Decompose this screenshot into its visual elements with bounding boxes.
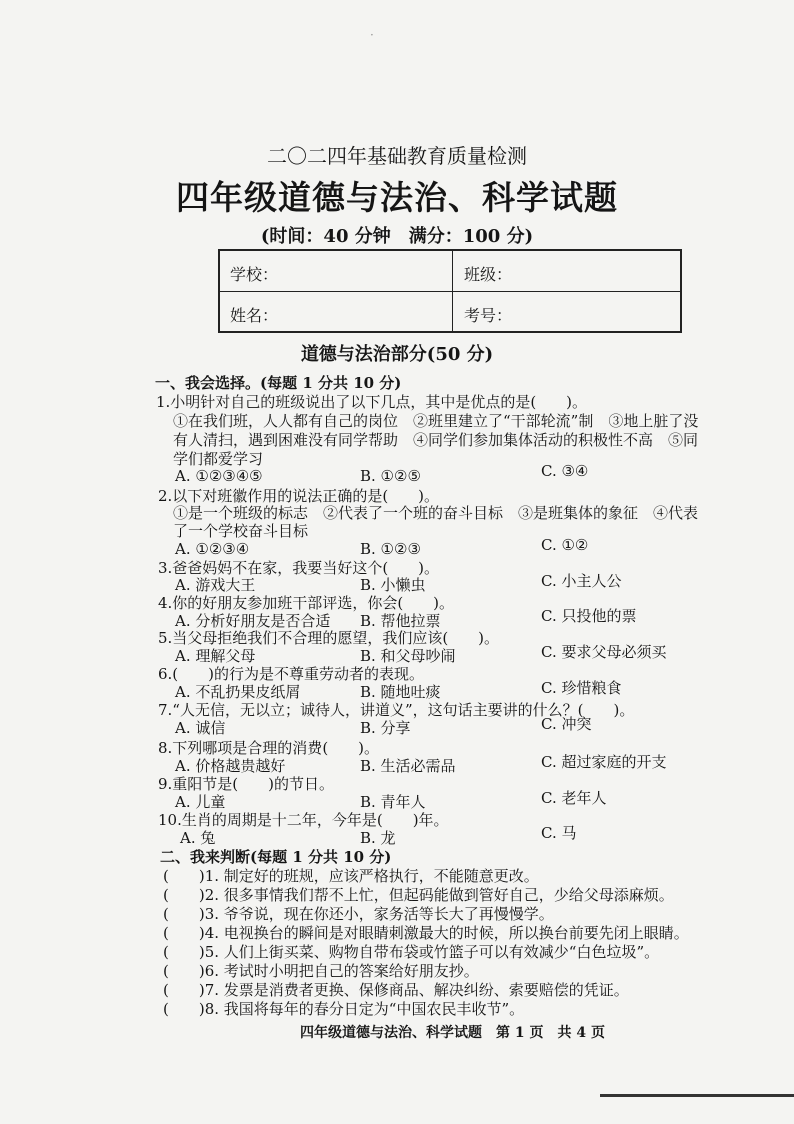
student-info-table bbox=[218, 249, 682, 333]
question-9-text: 9.重阳节是( )的节日。 bbox=[158, 775, 335, 793]
part1-heading: 一、我会选择。(每题 1 分共 10 分) bbox=[155, 374, 402, 392]
name-field[interactable]: 姓名： bbox=[230, 306, 279, 325]
exam-subtitle: 二〇二四年基础教育质量检测 bbox=[267, 144, 527, 168]
question-5-option-b[interactable]: B. 和父母吵闹 bbox=[360, 647, 456, 665]
question-1-option-c[interactable]: C. ③④ bbox=[541, 462, 589, 480]
judgment-item-1[interactable]: ( )1. 制定好的班规，应该严格执行，不能随意更改。 bbox=[163, 867, 539, 885]
bottom-edge-rule bbox=[600, 1094, 794, 1097]
judgment-item-6[interactable]: ( )6. 考试时小明把自己的答案给好朋友抄。 bbox=[163, 962, 479, 980]
question-1-line-3: 有人清扫，遇到困难没有同学帮助 ④同学们参加集体活动的积极性不高 ⑤同 bbox=[173, 431, 699, 449]
question-2-line-1: 2.以下对班徽作用的说法正确的是( )。 bbox=[158, 487, 440, 505]
judgment-item-2[interactable]: ( )2. 很多事情我们帮不上忙，但起码能做到管好自己，少给父母添麻烦。 bbox=[163, 886, 674, 904]
question-4-option-a[interactable]: A. 分析好朋友是否合适 bbox=[175, 612, 331, 630]
question-9-option-a[interactable]: A. 儿童 bbox=[175, 793, 226, 811]
question-4-option-c[interactable]: C. 只投他的票 bbox=[541, 607, 637, 625]
judgment-item-5[interactable]: ( )5. 人们上街买菜、购物自带布袋或竹篮子可以有效减少“白色垃圾”。 bbox=[163, 943, 660, 961]
question-10-text: 10.生肖的周期是十二年，今年是( )年。 bbox=[158, 811, 449, 829]
question-9-option-b[interactable]: B. 青年人 bbox=[360, 793, 426, 811]
question-2-line-3: 了一个学校奋斗目标 bbox=[173, 522, 309, 540]
question-6-option-c[interactable]: C. 珍惜粮食 bbox=[541, 679, 622, 697]
question-10-option-a[interactable]: A. 兔 bbox=[180, 829, 216, 847]
question-1-line-1: 1.小明针对自己的班级说出了以下几点，其中是优点的是( )。 bbox=[156, 393, 588, 411]
question-3-text: 3.爸爸妈妈不在家，我要当好这个( )。 bbox=[158, 559, 440, 577]
section-title: 道德与法治部分(50 分) bbox=[300, 344, 494, 365]
exam-title: 四年级道德与法治、科学试题 bbox=[176, 178, 618, 217]
judgment-item-8[interactable]: ( )8. 我国将每年的春分日定为“中国农民丰收节”。 bbox=[163, 1000, 525, 1018]
question-6-option-a[interactable]: A. 不乱扔果皮纸屑 bbox=[175, 683, 301, 701]
time-and-score: (时间：40 分钟 满分：100 分) bbox=[260, 226, 534, 247]
question-1-option-b[interactable]: B. ①②⑤ bbox=[360, 467, 421, 485]
judgment-item-7[interactable]: ( )7. 发票是消费者更换、保修商品、解决纠纷、索要赔偿的凭证。 bbox=[163, 981, 629, 999]
page-footer: 四年级道德与法治、科学试题 第 1 页 共 4 页 bbox=[300, 1025, 605, 1041]
question-8-option-b[interactable]: B. 生活必需品 bbox=[360, 757, 456, 775]
table-divider-vertical bbox=[452, 251, 453, 331]
question-7-option-b[interactable]: B. 分享 bbox=[360, 719, 411, 737]
top-mark: · bbox=[370, 28, 374, 42]
question-7-option-a[interactable]: A. 诚信 bbox=[175, 719, 226, 737]
question-3-option-c[interactable]: C. 小主人公 bbox=[541, 572, 622, 590]
question-8-option-a[interactable]: A. 价格越贵越好 bbox=[175, 757, 286, 775]
question-4-option-b[interactable]: B. 帮他拉票 bbox=[360, 612, 441, 630]
question-1-line-2: ①在我们班，人人都有自己的岗位 ②班里建立了“干部轮流”制 ③地上脏了没 bbox=[173, 412, 699, 430]
question-7-text: 7.“人无信，无以立；诚待人，讲道义”，这句话主要讲的什么？( )。 bbox=[158, 701, 635, 719]
question-1-option-a[interactable]: A. ①②③④⑤ bbox=[175, 467, 263, 485]
class-field[interactable]: 班级： bbox=[464, 265, 513, 284]
question-5-option-c[interactable]: C. 要求父母必须买 bbox=[541, 643, 667, 661]
table-divider-horizontal bbox=[220, 291, 680, 292]
question-1-line-4: 学们都爱学习 bbox=[173, 450, 264, 468]
question-8-text: 8.下列哪项是合理的消费( )。 bbox=[158, 739, 380, 757]
question-10-option-b[interactable]: B. 龙 bbox=[360, 829, 396, 847]
judgment-item-3[interactable]: ( )3. 爷爷说，现在你还小，家务活等长大了再慢慢学。 bbox=[163, 905, 554, 923]
exam-number-field[interactable]: 考号： bbox=[464, 306, 513, 325]
school-field[interactable]: 学校： bbox=[230, 265, 279, 284]
question-10-option-c[interactable]: C. 马 bbox=[541, 824, 577, 842]
question-2-option-c[interactable]: C. ①② bbox=[541, 536, 589, 554]
question-8-option-c[interactable]: C. 超过家庭的开支 bbox=[541, 753, 667, 771]
question-6-option-b[interactable]: B. 随地吐痰 bbox=[360, 683, 441, 701]
question-5-text: 5.当父母拒绝我们不合理的愿望，我们应该( )。 bbox=[158, 629, 500, 647]
part2-heading: 二、我来判断(每题 1 分共 10 分) bbox=[160, 848, 392, 866]
judgment-item-4[interactable]: ( )4. 电视换台的瞬间是对眼睛刺激最大的时候，所以换台前要先闭上眼睛。 bbox=[163, 924, 689, 942]
question-2-line-2: ①是一个班级的标志 ②代表了一个班的奋斗目标 ③是班集体的象征 ④代表 bbox=[173, 504, 699, 522]
question-7-option-c[interactable]: C. 冲突 bbox=[541, 715, 592, 733]
question-3-option-a[interactable]: A. 游戏大王 bbox=[175, 576, 256, 594]
question-3-option-b[interactable]: B. 小懒虫 bbox=[360, 576, 426, 594]
question-2-option-a[interactable]: A. ①②③④ bbox=[175, 540, 250, 558]
question-4-text: 4.你的好朋友参加班干部评选，你会( )。 bbox=[158, 594, 455, 612]
question-6-text: 6.( )的行为是不尊重劳动者的表现。 bbox=[158, 665, 425, 683]
question-2-option-b[interactable]: B. ①②③ bbox=[360, 540, 421, 558]
question-9-option-c[interactable]: C. 老年人 bbox=[541, 789, 607, 807]
question-5-option-a[interactable]: A. 理解父母 bbox=[175, 647, 256, 665]
